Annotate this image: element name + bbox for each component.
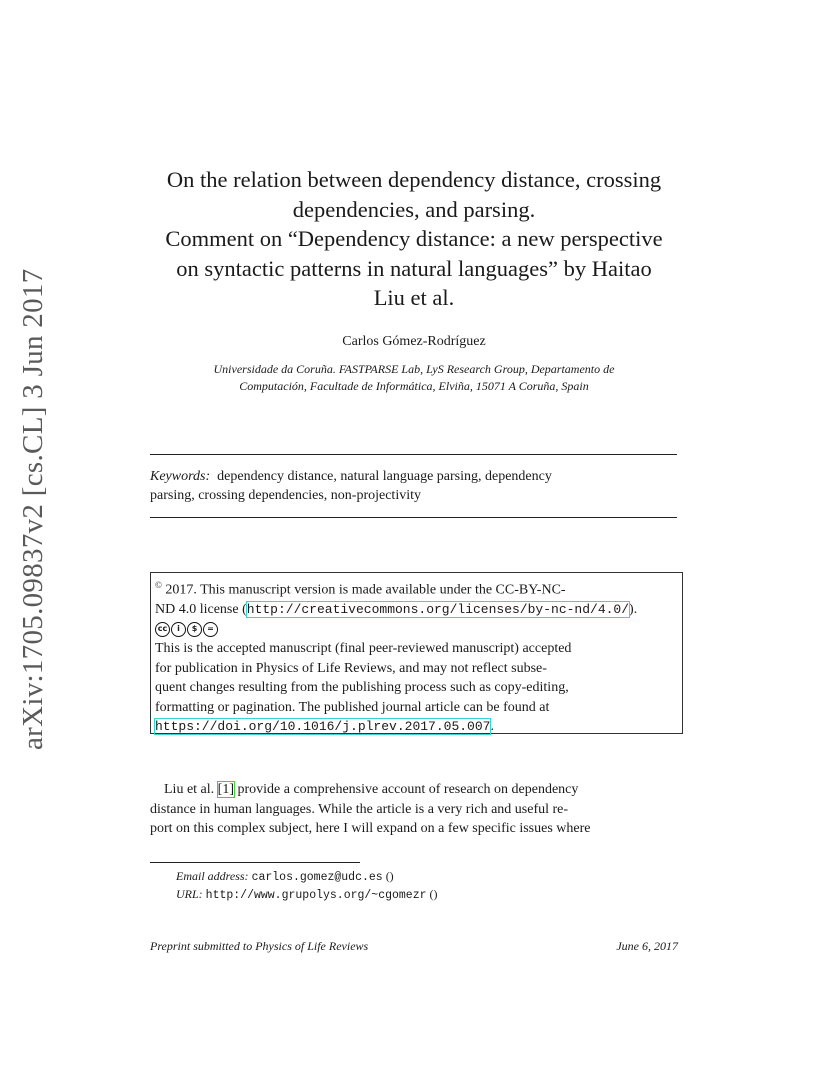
license-text: . — [490, 719, 494, 735]
keywords-bottom-rule — [150, 517, 677, 518]
paper-title — [150, 165, 678, 313]
footnote-email — [176, 868, 438, 886]
body-line — [150, 780, 677, 800]
cc-icon: cc — [155, 622, 170, 637]
keywords-line — [150, 467, 677, 486]
keywords-top-rule — [150, 454, 677, 455]
homepage-url[interactable]: http://www.grupolys.org/~cgomezr — [205, 889, 427, 902]
title-line: Liu et al. — [373, 285, 455, 310]
preprint-notice: Preprint submitted to Physics of Life Reviews — [150, 939, 369, 953]
footnotes — [176, 868, 438, 904]
body-paragraph — [150, 780, 677, 839]
body-text: Liu et al. — [164, 782, 218, 797]
footnote-rule — [150, 862, 360, 863]
doi-link[interactable]: https://doi.org/10.1016/j.plrev.2017.05.007 — [155, 719, 491, 735]
author-name: Carlos Gómez-Rodríguez — [342, 334, 486, 349]
body-line: distance in human languages. While the article is a very rich and useful re- — [150, 801, 569, 817]
license-line — [155, 717, 678, 737]
arxiv-identifier-stamp: arXiv:1705.09837v2 [cs.CL] 3 Jun 2017 — [17, 268, 49, 750]
footnote-url — [176, 886, 438, 904]
nc-icon: $ — [187, 622, 202, 637]
title-line: Comment on “Dependency distance: a new perspective — [165, 226, 663, 251]
body-text: provide a comprehensive account of research on dependency — [233, 782, 579, 797]
license-text: ). — [629, 602, 638, 618]
citation-link[interactable]: [1] — [217, 782, 234, 797]
url-label: URL: — [176, 887, 203, 901]
copyright-symbol: © — [155, 580, 162, 590]
license-line — [155, 600, 678, 620]
license-text: 2017. This manuscript version is made available under the CC-BY-NC- — [165, 582, 566, 598]
title-line: On the relation between dependency distance, crossing — [166, 167, 662, 192]
title-line: dependencies, and parsing. — [292, 196, 536, 222]
license-line: for publication in Physics of Life Reviews, and may not reflect subse- — [155, 660, 547, 676]
keywords-section — [150, 467, 677, 505]
license-line — [155, 576, 678, 600]
keywords-label: Keywords: — [150, 469, 211, 484]
license-line: formatting or pagination. The published journal article can be found at — [155, 699, 550, 715]
body-line: port on this complex subject, here I will expand on a few specific issues where — [150, 821, 591, 836]
nd-icon: = — [203, 622, 218, 637]
footnote-text: () — [382, 869, 394, 883]
author-affiliation — [150, 361, 678, 395]
email-address[interactable]: carlos.gomez@udc.es — [251, 871, 383, 884]
title-line: on syntactic patterns in natural languages” by Haitao — [176, 255, 652, 281]
keywords-line: parsing, crossing dependencies, non-projectivity — [150, 488, 421, 503]
license-line: This is the accepted manuscript (final peer-reviewed manuscript) accepted — [155, 641, 572, 657]
affiliation-line: Computación, Facultade de Informática, Elviña, 15071 A Coruña, Spain — [239, 379, 589, 393]
license-url-link[interactable]: http://creativecommons.org/licenses/by-nc-nd/4.0/ — [246, 602, 630, 618]
by-icon: i — [171, 622, 186, 637]
affiliation-line: Universidade da Coruña. FASTPARSE Lab, LyS Research Group, Departamento de — [213, 362, 615, 376]
license-notice-box — [150, 572, 683, 734]
email-label: Email address: — [176, 869, 249, 883]
footnote-text: () — [426, 887, 438, 901]
license-text: ND 4.0 license ( — [155, 602, 247, 618]
keywords-text: dependency distance, natural language parsing, dependency — [217, 469, 552, 484]
license-line: quent changes resulting from the publishing process such as copy-editing, — [155, 680, 569, 696]
preprint-date: June 6, 2017 — [616, 939, 678, 953]
cc-license-icons — [155, 620, 678, 640]
